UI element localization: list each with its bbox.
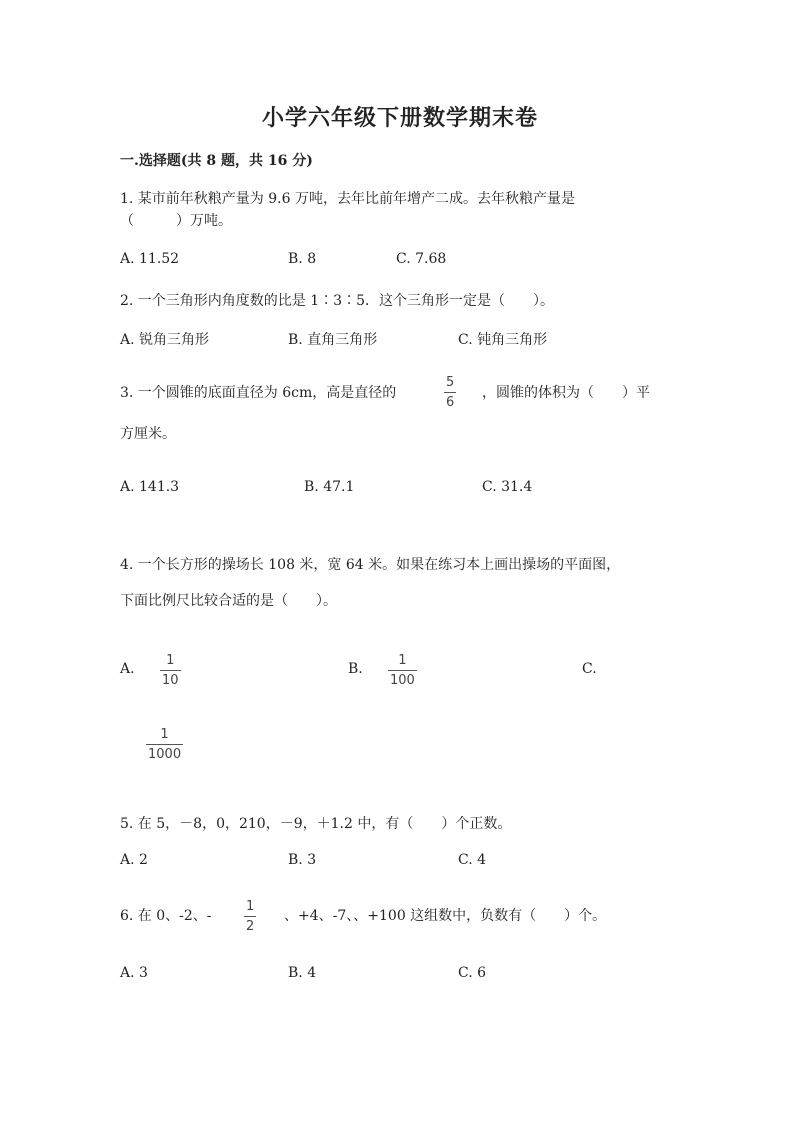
question-4-option-c-fraction <box>146 728 183 761</box>
fraction-denominator: 6 <box>446 395 455 410</box>
question-3-option-a[interactable]: A. 141.3 <box>120 479 180 495</box>
fraction-numerator: 1 <box>160 727 169 742</box>
question-1-option-b[interactable]: B. 8 <box>288 251 317 267</box>
question-4-line-2: 下面比例尺比较合适的是（ ）。 <box>120 593 337 609</box>
question-3-fraction <box>444 376 456 409</box>
question-1-line-2: （ ）万吨。 <box>120 213 232 229</box>
fraction-denominator: 100 <box>390 673 415 688</box>
fraction-denominator: 1000 <box>148 747 182 762</box>
question-2-text: 2. 一个三角形内角度数的比是 1∶3∶5．这个三角形一定是（ ）。 <box>120 293 554 309</box>
question-4-option-c[interactable]: C. <box>582 661 597 677</box>
fraction-numerator: 1 <box>166 653 175 668</box>
question-6-option-a[interactable]: A. 3 <box>120 965 148 981</box>
question-4-option-b[interactable]: B. <box>348 661 363 677</box>
question-3-option-b[interactable]: B. 47.1 <box>304 479 355 495</box>
question-6-fraction <box>244 900 256 933</box>
question-6-option-c[interactable]: C. 6 <box>458 965 487 981</box>
question-5-option-c[interactable]: C. 4 <box>458 852 487 868</box>
question-5-option-b[interactable]: B. 3 <box>288 852 317 868</box>
question-3-option-c[interactable]: C. 31.4 <box>482 479 533 495</box>
question-2-option-a[interactable]: A. 锐角三角形 <box>120 332 210 348</box>
fraction-denominator: 2 <box>246 919 255 934</box>
question-2-option-b[interactable]: B. 直角三角形 <box>288 332 378 348</box>
question-3-text-after: ，圆锥的体积为（ ）平 <box>482 385 650 401</box>
question-6-option-b[interactable]: B. 4 <box>288 965 317 981</box>
question-4-line-1: 4. 一个长方形的操场长 108 米，宽 64 米。如果在练习本上画出操场的平面图， <box>120 557 621 573</box>
fraction-denominator: 10 <box>162 673 179 688</box>
question-6-text-before: 6. 在 0、-2、- <box>120 908 212 924</box>
fraction-numerator: 1 <box>398 653 407 668</box>
page-title: 小学六年级下册数学期末卷 <box>261 105 538 131</box>
question-1-option-a[interactable]: A. 11.52 <box>120 251 180 267</box>
question-1-option-c[interactable]: C. 7.68 <box>396 251 447 267</box>
question-4-option-b-fraction <box>388 654 417 687</box>
fraction-numerator: 1 <box>246 899 255 914</box>
question-4-option-a-fraction <box>160 654 181 687</box>
question-3-text-before: 3. 一个圆锥的底面直径为 6cm，高是直径的 <box>120 385 397 401</box>
question-1-line-1: 1. 某市前年秋粮产量为 9.6 万吨，去年比前年增产二成。去年秋粮产量是 <box>120 191 575 207</box>
question-4-option-a[interactable]: A. <box>120 661 135 677</box>
section-heading: 一.选择题(共 8 题，共 16 分) <box>120 153 313 169</box>
question-5-option-a[interactable]: A. 2 <box>120 852 148 868</box>
question-3-line-2: 方厘米。 <box>120 426 176 442</box>
question-5-text: 5. 在 5，－8，0，210，－9，＋1.2 中，有（ ）个正数。 <box>120 816 512 832</box>
fraction-numerator: 5 <box>446 375 455 390</box>
question-6-text-after: 、+4、-7、、+100 这组数中，负数有（ ）个。 <box>284 908 607 924</box>
question-2-option-c[interactable]: C. 钝角三角形 <box>458 332 548 348</box>
